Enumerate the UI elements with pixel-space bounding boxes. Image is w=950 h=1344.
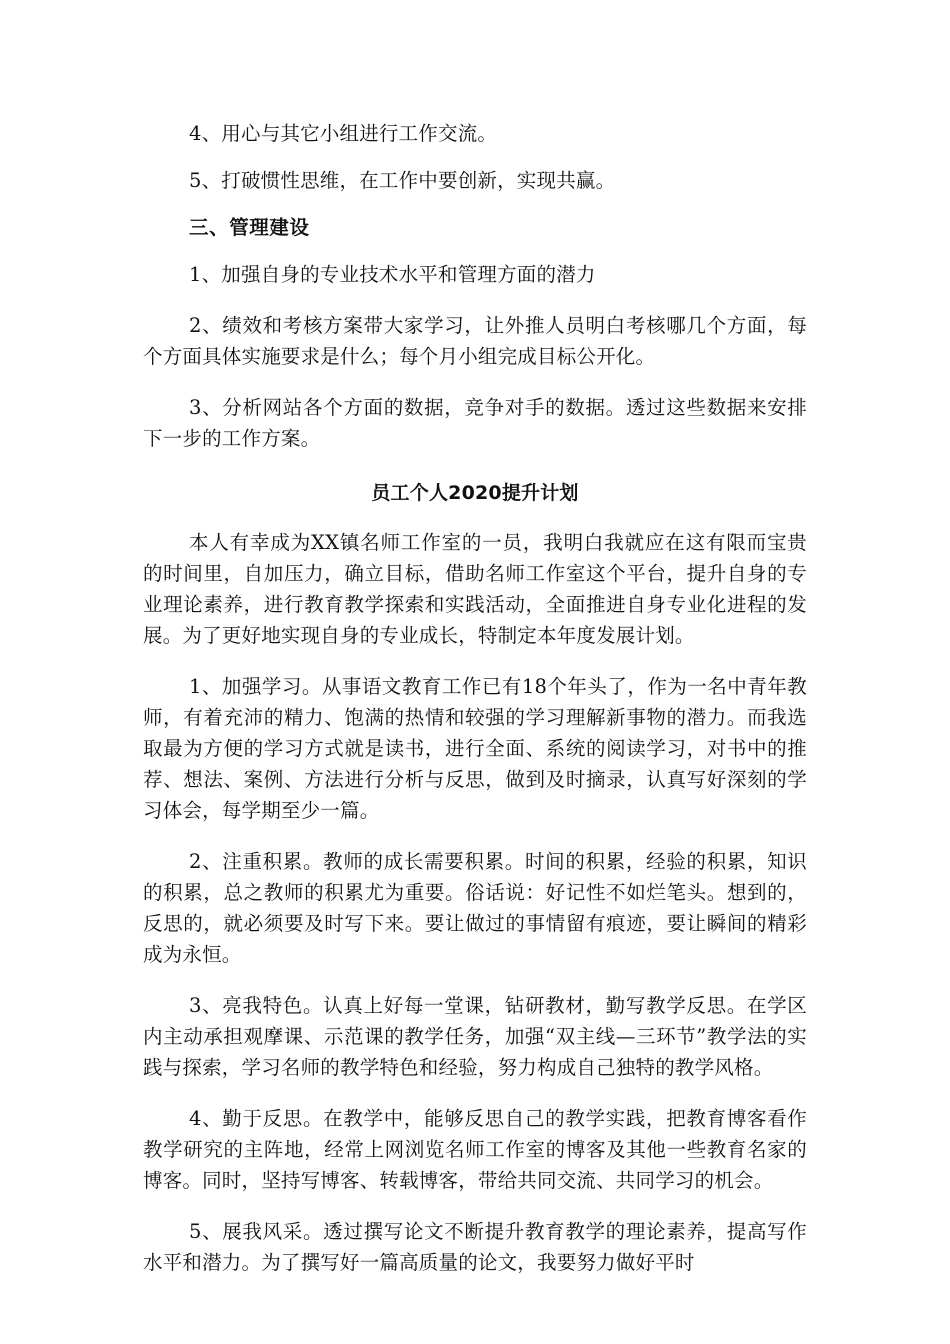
plan-item: 5、展我风采。透过撰写论文不断提升教育教学的理论素养，提高写作水平和潜力。为了撰写好一篇高质量的论文，我要努力做好平时: [143, 1220, 807, 1274]
plan-title: 员工个人2020提升计划: [371, 482, 579, 504]
list-item: 5、打破惯性思维，在工作中要创新，实现共赢。: [189, 169, 616, 192]
management-item: 2、绩效和考核方案带大家学习，让外推人员明白考核哪几个方面，每个方面具体实施要求是什么；每个月小组完成目标公开化。: [143, 314, 807, 368]
plan-item: 4、勤于反思。在教学中，能够反思自己的教学实践，把教育博客看作教学研究的主阵地，经常上网浏览名师工作室的博客及其他一些教育名家的博客。同时，坚持写博客、转载博客，带给共同交流、共同学习的机会。: [143, 1107, 807, 1192]
plan-item: 3、亮我特色。认真上好每一堂课，钻研教材，勤写教学反思。在学区内主动承担观摩课、示范课的教学任务，加强“双主线—三环节”教学法的实践与探索，学习名师的教学特色和经验，努力构成自己独特的教学风格。: [143, 994, 807, 1079]
plan-item: 2、注重积累。教师的成长需要积累。时间的积累，经验的积累，知识的积累，总之教师的积累尤为重要。俗话说：好记性不如烂笔头。想到的，反思的，就必须要及时写下来。要让做过的事情留有痕迹，要让瞬间的精彩成为永恒。: [143, 850, 807, 966]
management-item: 3、分析网站各个方面的数据，竞争对手的数据。透过这些数据来安排下一步的工作方案。: [143, 396, 807, 450]
plan-item: 1、加强学习。从事语文教育工作已有18个年头了，作为一名中青年教师，有着充沛的精力、饱满的热情和较强的学习理解新事物的潜力。而我选取最为方便的学习方式就是读书，进行全面、系统的阅读学习，对书中的推荐、想法、案例、方法进行分析与反思，做到及时摘录，认真写好深刻的学习体会，每学期至少一篇。: [143, 675, 807, 822]
section-heading: 三、管理建设: [189, 216, 310, 239]
intro-paragraph: 本人有幸成为XX镇名师工作室的一员，我明白我就应在这有限而宝贵的时间里，自加压力，确立目标，借助名师工作室这个平台，提升自身的专业理论素养，进行教育教学探索和实践活动，全面推进自身专业化进程的发展。为了更好地实现自身的专业成长，特制定本年度发展计划。: [143, 531, 807, 647]
management-item: 1、加强自身的专业技术水平和管理方面的潜力: [189, 263, 596, 286]
list-item: 4、用心与其它小组进行工作交流。: [189, 122, 498, 145]
document-body: [143, 118, 807, 1278]
